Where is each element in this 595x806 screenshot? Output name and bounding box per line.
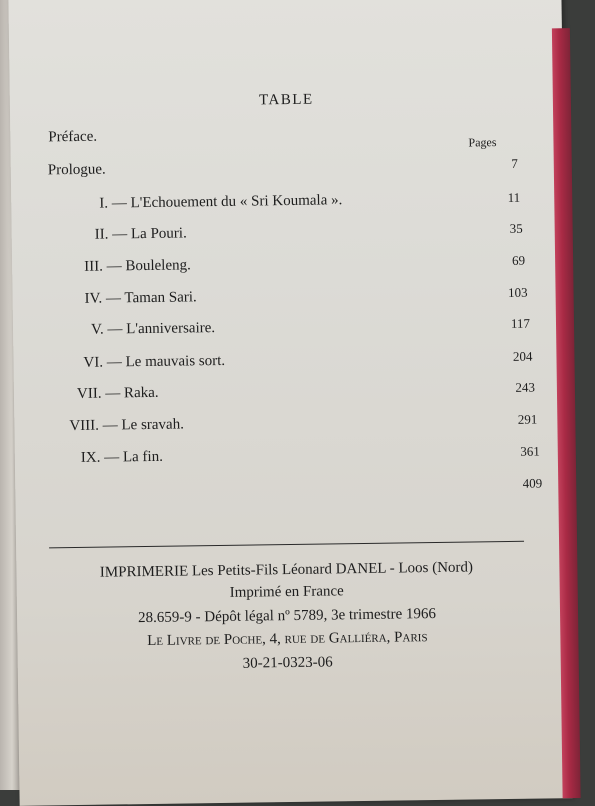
imprint-country: Imprimé en France — [229, 583, 344, 601]
toc-entry-label: IV. — Taman Sari. — [84, 289, 197, 307]
toc-entry-chapter-1 — [11, 189, 564, 219]
toc-entry-extra-page — [15, 475, 568, 505]
toc-entry-label: I. — L'Echouement du « Sri Koumala ». — [99, 192, 343, 212]
pages-column-label: Pages — [468, 135, 497, 150]
toc-entry-prologue — [11, 155, 564, 185]
book-page — [8, 0, 572, 806]
toc-entry-chapter-2 — [12, 220, 565, 250]
toc-entry-page — [455, 123, 515, 124]
toc-entry-label: Préface. — [48, 128, 98, 146]
toc-entry-page: 7 — [511, 155, 518, 171]
imprint-divider — [49, 541, 524, 549]
toc-entry-page: 103 — [507, 284, 528, 300]
toc-entry-page: 204 — [512, 348, 533, 364]
toc-entry-label: VII. — Raka. — [76, 384, 159, 402]
imprint-printer: IMPRIMERIE Les Petits-Fils Léonard DANEL - Loos (Nord) — [99, 559, 474, 581]
imprint-code: 30-21-0323-06 — [242, 654, 333, 672]
toc-entry-page: 69 — [512, 252, 526, 268]
imprint-legal-deposit: 28.659-9 - Dépôt légal nº 5789, 3e trimestre 1966 — [137, 605, 437, 627]
toc-entry-page: 361 — [520, 443, 540, 459]
toc-entry-page: 117 — [510, 315, 531, 331]
toc-entry-page: 291 — [517, 411, 538, 427]
toc-entry-chapter-6 — [13, 348, 566, 378]
toc-entry-label: VI. — Le mauvais sort. — [83, 352, 226, 371]
toc-entry-page: 35 — [509, 220, 523, 236]
toc-entry-label: IX. — La fin. — [80, 448, 163, 466]
toc-entry-label: Prologue. — [47, 161, 106, 179]
toc-entry-chapter-5 — [13, 315, 566, 345]
toc-entry-chapter-4 — [13, 284, 566, 314]
toc-entry-chapter-3 — [12, 252, 565, 282]
toc-entry-chapter-7 — [14, 379, 567, 409]
imprint-publisher: Le Livre de Poche, 4, rue de Galliéra, Paris — [147, 629, 428, 650]
table-heading: TABLE — [258, 91, 314, 109]
toc-entry-page: 243 — [515, 379, 535, 395]
toc-entry-label: II. — La Pouri. — [94, 225, 187, 243]
toc-entry-chapter-8 — [14, 411, 567, 441]
toc-entry-label: III. — Bouleleng. — [84, 257, 191, 275]
toc-entry-label: VIII. — Le sravah. — [69, 416, 185, 435]
toc-entry-page: 409 — [522, 475, 543, 491]
toc-entry-chapter-9 — [15, 443, 568, 473]
toc-entry-label: V. — L'anniversaire. — [90, 320, 216, 338]
toc-entry-page: 11 — [507, 189, 521, 205]
